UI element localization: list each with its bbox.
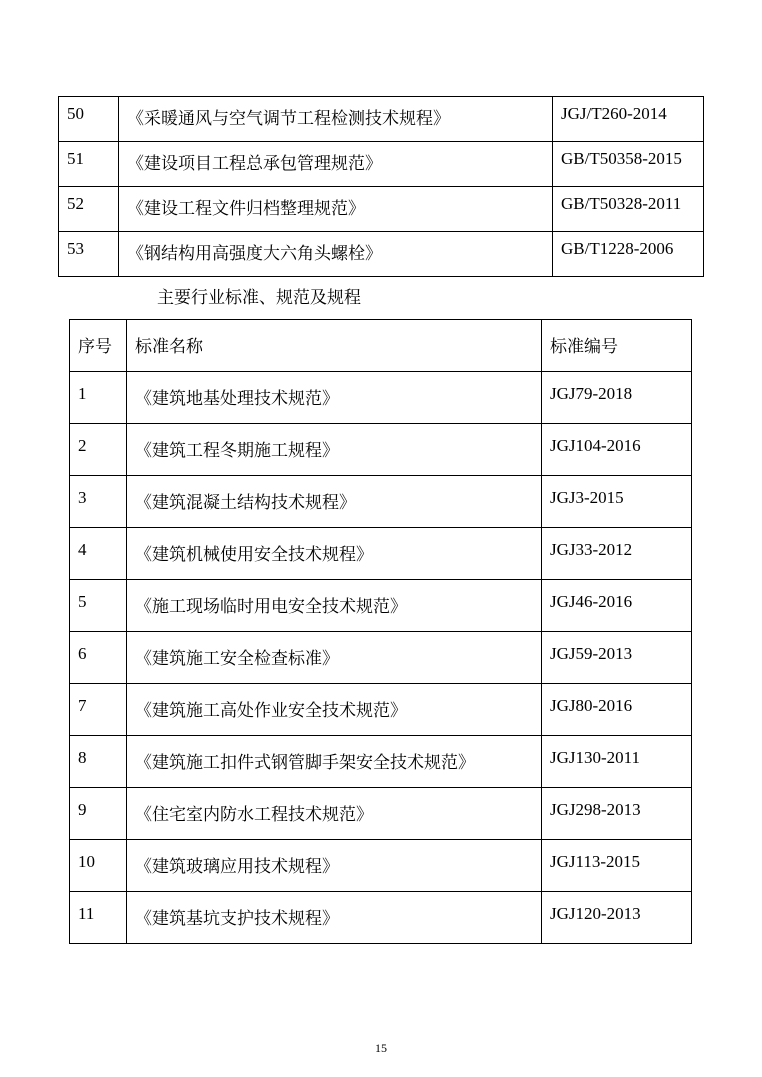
table-row: [70, 892, 692, 944]
table-row: [70, 788, 692, 840]
standard-code: JGJ33-2012: [542, 528, 692, 580]
standard-code: GB/T1228-2006: [553, 232, 704, 277]
table-row: [70, 528, 692, 580]
standard-name: 《采暖通风与空气调节工程检测技术规程》: [119, 97, 553, 142]
standard-code: JGJ113-2015: [542, 840, 692, 892]
standard-name: 《建筑机械使用安全技术规程》: [127, 528, 542, 580]
row-number: 2: [70, 424, 127, 476]
standard-code: JGJ298-2013: [542, 788, 692, 840]
standard-name: 《住宅室内防水工程技术规范》: [127, 788, 542, 840]
row-number: 52: [59, 187, 119, 232]
row-number: 11: [70, 892, 127, 944]
standard-code: JGJ120-2013: [542, 892, 692, 944]
standard-name: 《建筑工程冬期施工规程》: [127, 424, 542, 476]
table-row: [70, 580, 692, 632]
standard-code: JGJ/T260-2014: [553, 97, 704, 142]
column-header-name: 标准名称: [127, 320, 542, 372]
table-row: [59, 232, 704, 277]
standard-code: GB/T50328-2011: [553, 187, 704, 232]
row-number: 1: [70, 372, 127, 424]
row-number: 9: [70, 788, 127, 840]
standard-name: 《建筑地基处理技术规范》: [127, 372, 542, 424]
standard-name: 《钢结构用高强度大六角头螺栓》: [119, 232, 553, 277]
industry-standards-table: [69, 319, 692, 944]
row-number: 3: [70, 476, 127, 528]
continued-standards-table: [58, 96, 704, 277]
standard-name: 《建筑玻璃应用技术规程》: [127, 840, 542, 892]
row-number: 50: [59, 97, 119, 142]
table-header-row: [70, 320, 692, 372]
row-number: 4: [70, 528, 127, 580]
standard-code: JGJ79-2018: [542, 372, 692, 424]
table-row: [59, 97, 704, 142]
row-number: 5: [70, 580, 127, 632]
row-number: 7: [70, 684, 127, 736]
standard-name: 《建设项目工程总承包管理规范》: [119, 142, 553, 187]
standard-code: JGJ46-2016: [542, 580, 692, 632]
column-header-code: 标准编号: [542, 320, 692, 372]
standard-name: 《施工现场临时用电安全技术规范》: [127, 580, 542, 632]
standard-name: 《建筑施工扣件式钢管脚手架安全技术规范》: [127, 736, 542, 788]
row-number: 8: [70, 736, 127, 788]
row-number: 10: [70, 840, 127, 892]
standard-code: JGJ104-2016: [542, 424, 692, 476]
standard-code: GB/T50358-2015: [553, 142, 704, 187]
column-header-number: 序号: [70, 320, 127, 372]
table-row: [70, 372, 692, 424]
table-row: [70, 632, 692, 684]
row-number: 51: [59, 142, 119, 187]
table-row: [70, 476, 692, 528]
standard-name: 《建筑混凝土结构技术规程》: [127, 476, 542, 528]
table-row: [59, 142, 704, 187]
table-row: [59, 187, 704, 232]
standard-code: JGJ59-2013: [542, 632, 692, 684]
table-row: [70, 424, 692, 476]
standard-name: 《建设工程文件归档整理规范》: [119, 187, 553, 232]
row-number: 53: [59, 232, 119, 277]
row-number: 6: [70, 632, 127, 684]
table-row: [70, 684, 692, 736]
standard-code: JGJ130-2011: [542, 736, 692, 788]
standard-name: 《建筑施工高处作业安全技术规范》: [127, 684, 542, 736]
standard-code: JGJ3-2015: [542, 476, 692, 528]
standard-code: JGJ80-2016: [542, 684, 692, 736]
table-row: [70, 736, 692, 788]
table-row: [70, 840, 692, 892]
page-number: 15: [375, 1041, 387, 1055]
standard-name: 《建筑基坑支护技术规程》: [127, 892, 542, 944]
section-heading: 主要行业标准、规范及规程: [157, 288, 361, 307]
standard-name: 《建筑施工安全检查标准》: [127, 632, 542, 684]
